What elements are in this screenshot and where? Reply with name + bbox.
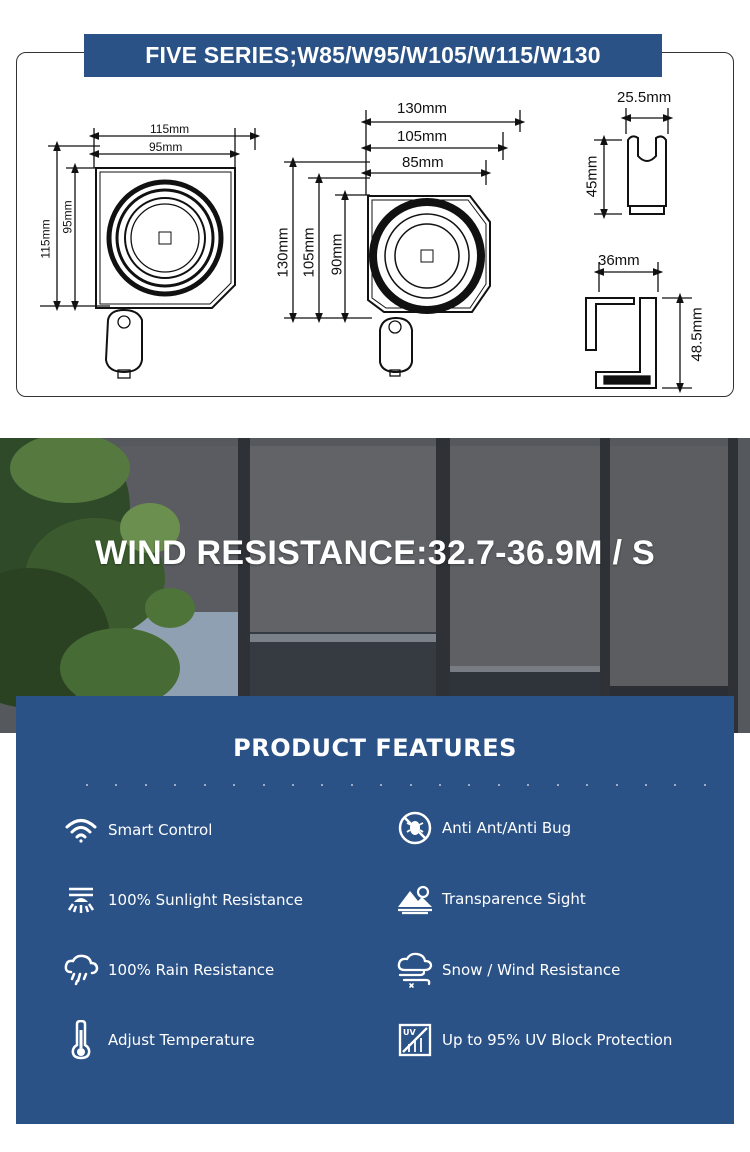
- mountain-sun-icon: [396, 881, 434, 917]
- feature-transparence-sight: [396, 881, 586, 917]
- feature-rain-resistance: [62, 952, 274, 988]
- uv-block-icon: [396, 1022, 434, 1058]
- feature-label: Snow / Wind Resistance: [442, 961, 621, 979]
- feature-label: 100% Rain Resistance: [108, 961, 275, 979]
- feature-smart-control: [62, 812, 212, 848]
- building-shades-illustration: [0, 438, 750, 733]
- dim-bottom-bar-width: 36mm: [598, 252, 640, 269]
- bottom-bar-drawing: [586, 262, 692, 388]
- dim-rail-width: 25.5mm: [617, 89, 672, 106]
- feature-uv-block: [396, 1022, 672, 1058]
- dim-large-height-90: 90mm: [328, 233, 346, 276]
- snow-wind-cloud-icon: [396, 952, 434, 988]
- features-title: PRODUCT FEATURES: [233, 734, 517, 762]
- wind-resistance-headline: WIND RESISTANCE:32.7-36.9M / S: [94, 534, 656, 572]
- wifi-icon: [62, 812, 100, 848]
- product-features-panel: [16, 696, 734, 1124]
- dim-large-width-130: 130mm: [397, 100, 448, 117]
- feature-label: Smart Control: [108, 821, 213, 839]
- dim-small-width-inner: 95mm: [149, 140, 183, 154]
- dim-large-height-105: 105mm: [300, 227, 318, 278]
- dim-rail-height: 45mm: [583, 155, 601, 198]
- small-cassette-drawing: [40, 128, 255, 378]
- svg-text:UV: UV: [403, 1028, 416, 1037]
- dim-small-height-outer: 115mm: [38, 219, 53, 259]
- sun-block-icon: [62, 882, 100, 918]
- feature-adjust-temperature: [62, 1022, 255, 1058]
- thermometer-icon: [62, 1022, 100, 1058]
- dim-large-height-130: 130mm: [274, 227, 292, 278]
- series-banner: FIVE SERIES;W85/W95/W105/W115/W130: [84, 34, 662, 77]
- dim-large-width-85: 85mm: [402, 154, 444, 171]
- feature-label: Transparence Sight: [442, 890, 586, 908]
- feature-label: Adjust Temperature: [108, 1031, 255, 1049]
- dim-small-height-inner: 95mm: [60, 200, 75, 234]
- feature-label: Anti Ant/Anti Bug: [442, 819, 572, 837]
- feature-label: 100% Sunlight Resistance: [108, 891, 304, 909]
- rain-cloud-icon: [62, 952, 100, 988]
- feature-anti-bug: [396, 810, 571, 846]
- dim-bottom-bar-height: 48.5mm: [688, 307, 706, 362]
- no-bug-icon: [396, 810, 434, 846]
- feature-snow-wind-resistance: [396, 952, 620, 988]
- side-rail-drawing: [594, 108, 668, 214]
- feature-label: Up to 95% UV Block Protection: [442, 1031, 673, 1049]
- dim-large-width-105: 105mm: [397, 128, 448, 145]
- large-cassette-drawing: [284, 110, 520, 376]
- dotted-divider: [86, 784, 706, 788]
- wind-resistance-photo: [0, 438, 750, 733]
- feature-sunlight-resistance: [62, 882, 303, 918]
- dim-small-width-outer: 115mm: [150, 122, 190, 136]
